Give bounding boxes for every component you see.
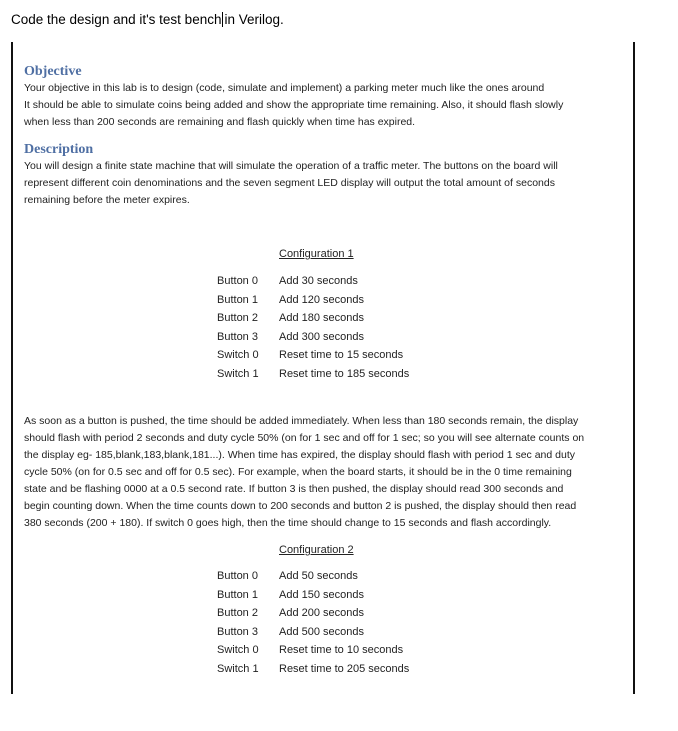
config-input: Button 1 xyxy=(217,588,258,601)
config-input: Button 2 xyxy=(217,312,258,324)
config-row xyxy=(217,626,409,645)
config-action: Reset time to 10 seconds xyxy=(279,644,404,656)
configuration-2-title: Configuration 2 xyxy=(279,544,354,556)
config-action: Add 150 seconds xyxy=(279,588,365,601)
paragraph-line: As soon as a button is pushed, the time should be added immediately. When less than 180 seconds remain, the display xyxy=(24,415,579,427)
config-row xyxy=(217,607,409,626)
config-input: Switch 0 xyxy=(217,349,259,361)
config-input: Button 3 xyxy=(217,330,258,343)
objective-line: It should be able to simulate coins being added and show the appropriate time remaining. Also, it should flash slowly xyxy=(24,99,564,111)
objective-body xyxy=(24,80,622,131)
config-action: Add 30 seconds xyxy=(279,275,358,287)
config-row xyxy=(217,589,409,608)
config-action: Reset time to 185 seconds xyxy=(279,367,410,380)
config-input: Button 3 xyxy=(217,625,258,638)
objective-heading: Objective xyxy=(24,64,82,79)
config-input: Button 1 xyxy=(217,293,258,306)
paragraph-line: the display eg- 185,blank,183,blank,181...). When time has expired, the display should flash with period 1 sec and duty xyxy=(24,449,575,461)
behavior-paragraph xyxy=(24,413,624,532)
paragraph-line: should flash with period 2 seconds and duty cycle 50% (on for 1 sec and off for 1 sec; so you will see alternate counts on xyxy=(24,432,585,444)
configuration-1-table xyxy=(217,275,409,386)
page-border-left xyxy=(11,42,13,694)
paragraph-line: 380 seconds (200 + 180). If switch 0 goes high, then the time should change to 15 seconds and flash accordingly. xyxy=(24,517,552,529)
description-heading: Description xyxy=(24,142,94,157)
config-action: Reset time to 205 seconds xyxy=(279,662,410,675)
question-text xyxy=(11,12,284,27)
config-row xyxy=(217,312,409,331)
config-row xyxy=(217,644,409,663)
config-input: Switch 1 xyxy=(217,367,259,380)
description-body xyxy=(24,158,622,209)
config-row xyxy=(217,331,409,350)
paragraph-line: cycle 50% (on for 0.5 sec and off for 0.5 sec). For example, when the board starts, it should be in the 0 time remaining xyxy=(24,466,572,478)
config-row xyxy=(217,368,409,387)
question-text-part2: in Verilog. xyxy=(224,12,284,27)
objective-line: Your objective in this lab is to design (code, simulate and implement) a parking meter much like the ones around xyxy=(24,82,545,94)
config-action: Add 500 seconds xyxy=(279,625,365,638)
config-input: Switch 1 xyxy=(217,662,259,675)
config-row xyxy=(217,570,409,589)
config-action: Add 120 seconds xyxy=(279,293,365,306)
config-row xyxy=(217,294,409,313)
config-action: Add 200 seconds xyxy=(279,607,365,619)
configuration-2-table xyxy=(217,570,409,681)
config-action: Add 300 seconds xyxy=(279,330,365,343)
config-row xyxy=(217,663,409,682)
page-border-right xyxy=(633,42,635,694)
description-line: You will design a finite state machine that will simulate the operation of a traffic meter. The buttons on the board will xyxy=(24,160,558,172)
description-line: remaining before the meter expires. xyxy=(24,194,190,206)
config-input: Switch 0 xyxy=(217,644,259,656)
config-row xyxy=(217,349,409,368)
config-input: Button 0 xyxy=(217,570,258,582)
description-line: represent different coin denominations and the seven segment LED display will output the total amount of seconds xyxy=(24,177,555,189)
objective-line: when less than 200 seconds are remaining and flash quickly when time has expired. xyxy=(24,116,416,128)
config-action: Reset time to 15 seconds xyxy=(279,349,404,361)
config-row xyxy=(217,275,409,294)
configuration-1-title: Configuration 1 xyxy=(279,248,354,260)
question-text-part1: Code the design and it's test bench xyxy=(11,12,222,27)
paragraph-line: begin counting down. When the time counts down to 200 seconds and button 2 is pushed, the display should then read xyxy=(24,500,577,512)
config-action: Add 180 seconds xyxy=(279,312,365,324)
config-input: Button 0 xyxy=(217,275,258,287)
paragraph-line: state and be flashing 0000 at a 0.5 second rate. If button 3 is then pushed, the display should read 300 seconds and xyxy=(24,483,564,495)
config-input: Button 2 xyxy=(217,607,258,619)
config-action: Add 50 seconds xyxy=(279,570,358,582)
